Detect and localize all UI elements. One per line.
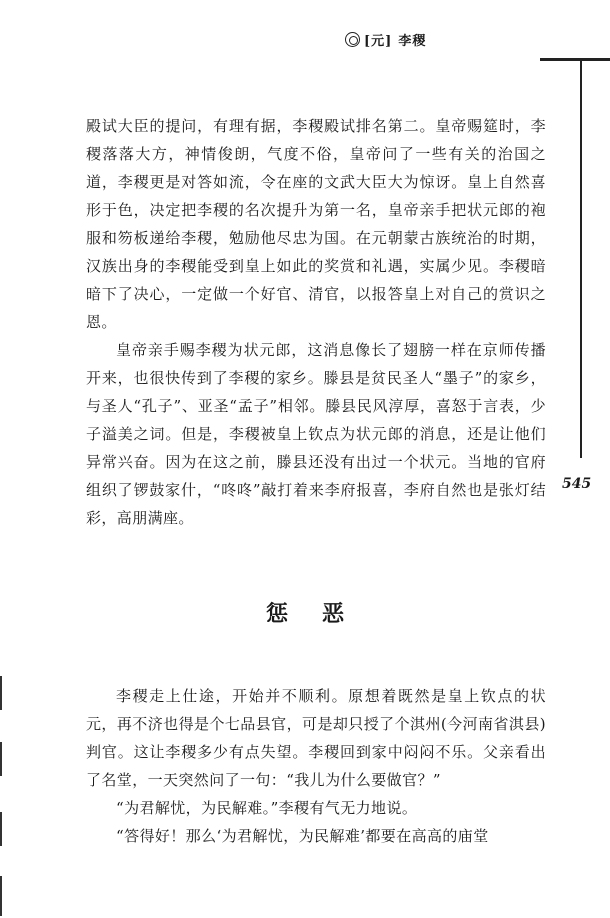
header-rule [540,58,610,61]
scan-edge-mark [0,676,2,710]
circle-ornament-icon [345,32,360,47]
running-header [345,30,426,49]
header-dynasty: [元] [364,34,393,49]
body-text-top [86,112,546,532]
section-title: 惩恶 [265,601,378,627]
paragraph: 李稷走上仕途，开始并不顺利。原想着既然是皇上钦点的状元，再不济也得是个七品县官，可是却只授了个淇州(今河南省淇县)判官。这让李稷多少有点失望。李稷回到家中闷闷不乐。父亲看出了名堂，一天突然问了一句：“我儿为什么要做官？” [86,687,546,789]
scan-edge-mark [0,876,2,916]
header-name: 李稷 [398,34,427,49]
paragraph: 皇帝亲手赐李稷为状元郎，这消息像长了翅膀一样在京师传播开来，也很快传到了李稷的家乡。滕县是贫民圣人“墨子”的家乡，与圣人“孔子”、亚圣“孟子”相邻。滕县民风淳厚，喜怒于言表，少子溢美之词。但是，李稷被皇上钦点为状元郎的消息，还是让他们异常兴奋。因为在这之前，滕县还没有出过一个状元。当地的官府组织了锣鼓家什，“咚咚”敲打着来李府报喜，李府自然也是张灯结彩，高朋满座。 [86,341,546,527]
paragraph: 殿试大臣的提问，有理有据，李稷殿试排名第二。皇帝赐筵时，李稷落落大方，神情俊朗，气度不俗，皇帝问了一些有关的治国之道，李稷更是对答如流，令在座的文武大臣大为惊讶。皇上自然喜形于色，决定把李稷的名次提升为第一名，皇帝亲手把状元郎的袍服和笏板递给李稷，勉励他尽忠为国。在元朝蒙古族统治的时期，汉族出身的李稷能受到皇上如此的奖赏和礼遇，实属少见。李稷暗暗下了决心，一定做一个好官、清官，以报答皇上对自己的赏识之恩。 [86,117,546,331]
paragraph: “答得好！那么‘为君解忧，为民解难’都要在高高的庙堂 [116,827,489,845]
margin-rule [580,60,582,458]
scan-edge-mark [0,742,2,776]
paragraph: “为君解忧，为民解难。”李稷有气无力地说。 [116,799,418,817]
scan-edge-mark [0,812,2,846]
page-number: 545 [562,476,592,492]
body-text-bottom [86,682,546,850]
